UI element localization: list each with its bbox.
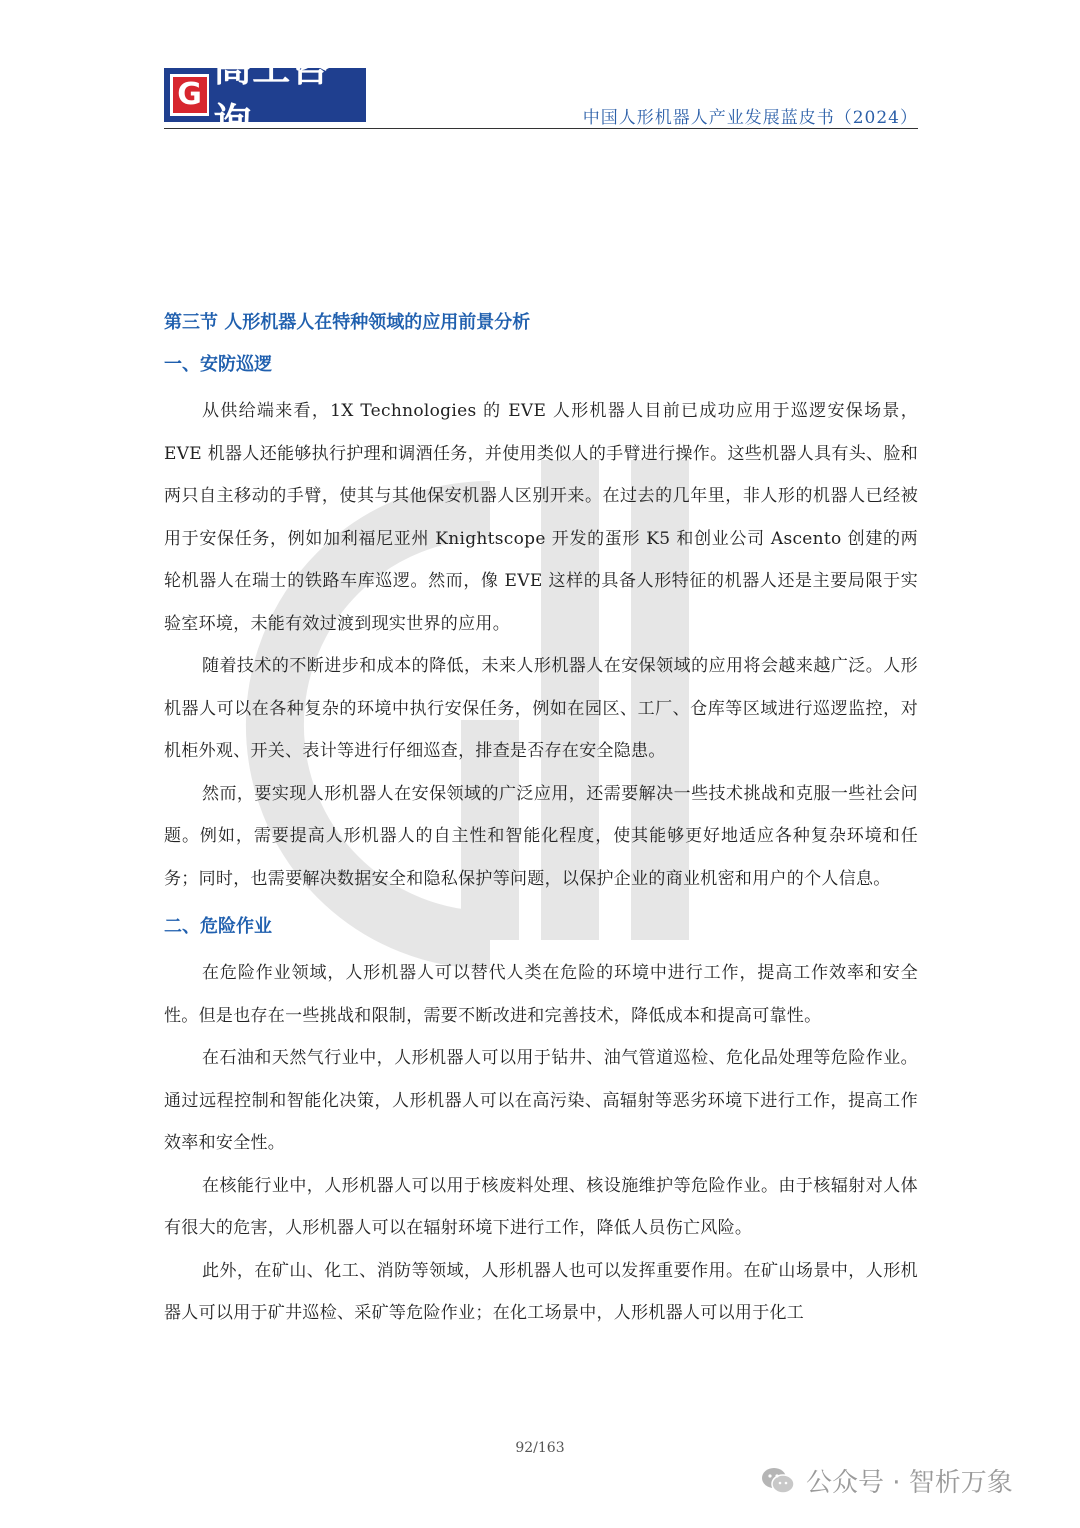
main-content (164, 308, 918, 1335)
logo-text: 高工咨询 (213, 46, 331, 144)
company-logo (164, 46, 366, 144)
paragraph: 在核能行业中，人形机器人可以用于核废料处理、核设施维护等危险作业。由于核辐射对人体有很大的危害，人形机器人可以在辐射环境下进行工作，降低人员伤亡风险。 (164, 1175, 918, 1238)
logo-mark (170, 74, 209, 116)
paragraph: 随着技术的不断进步和成本的降低，未来人形机器人在安保领域的应用将会越来越广泛。人形机器人可以在各种复杂的环境中执行安保任务，例如在园区、工厂、仓库等区域进行巡逻监控，对机柜外观、开关、表计等进行仔细巡查，排查是否存在安全隐患。 (164, 656, 918, 761)
logo-mark-letter: G (173, 77, 207, 113)
paragraph: 在危险作业领域，人形机器人可以替代人类在危险的环境中进行工作，提高工作效率和安全性。但是也存在一些挑战和限制，需要不断改进和完善技术，降低成本和提高可靠性。 (164, 963, 918, 1026)
section-title: 第三节 人形机器人在特种领域的应用前景分析 (164, 312, 531, 333)
paragraph: 从供给端来看，1X Technologies 的 EVE 人形机器人目前已成功应用于巡逻安保场景，EVE 机器人还能够执行护理和调酒任务，并使用类似人的手臂进行操作。这些机器人具有头、脸和两只自主移动的手臂，使其与其他保安机器人区别开来。在过去的几年里，非人形的机器人已经被用于安保任务，例如加利福尼亚州 Knightscope 开发的蛋形 K5 和创业公司 Ascento 创建的两轮机器人在瑞士的铁路车库巡逻。然而，像 EVE 这样的具备人形特征的机器人还是主要局限于实验室环境，未能有效过渡到现实世界的应用。 (164, 401, 918, 634)
page-number: 92/163 (515, 1440, 565, 1456)
paragraph: 此外，在矿山、化工、消防等领域，人形机器人也可以发挥重要作用。在矿山场景中，人形机器人可以用于矿井巡检、采矿等危险作业；在化工场景中，人形机器人可以用于化工 (164, 1260, 918, 1323)
report-title: 中国人形机器人产业发展蓝皮书（2024） (582, 108, 918, 128)
paragraph: 在石油和天然气行业中，人形机器人可以用于钻井、油气管道巡检、危化品处理等危险作业。通过远程控制和智能化决策，人形机器人可以在高污染、高辐射等恶劣环境下进行工作，提高工作效率和安全性。 (164, 1048, 918, 1153)
wechat-watermark (760, 1462, 1013, 1499)
header-divider (164, 128, 918, 129)
subsection-title-security-patrol: 一、安防巡逻 (164, 354, 272, 375)
wechat-label: 公众号 · 智析万象 (806, 1468, 1013, 1498)
wechat-icon (760, 1466, 796, 1496)
paragraph: 然而，要实现人形机器人在安保领域的广泛应用，还需要解决一些技术挑战和克服一些社会问题。例如，需要提高人形机器人的自主性和智能化程度，使其能够更好地适应各种复杂环境和任务；同时，也需要解决数据安全和隐私保护等问题，以保护企业的商业机密和用户的个人信息。 (164, 783, 918, 889)
subsection-title-hazardous-work: 二、危险作业 (164, 916, 272, 937)
